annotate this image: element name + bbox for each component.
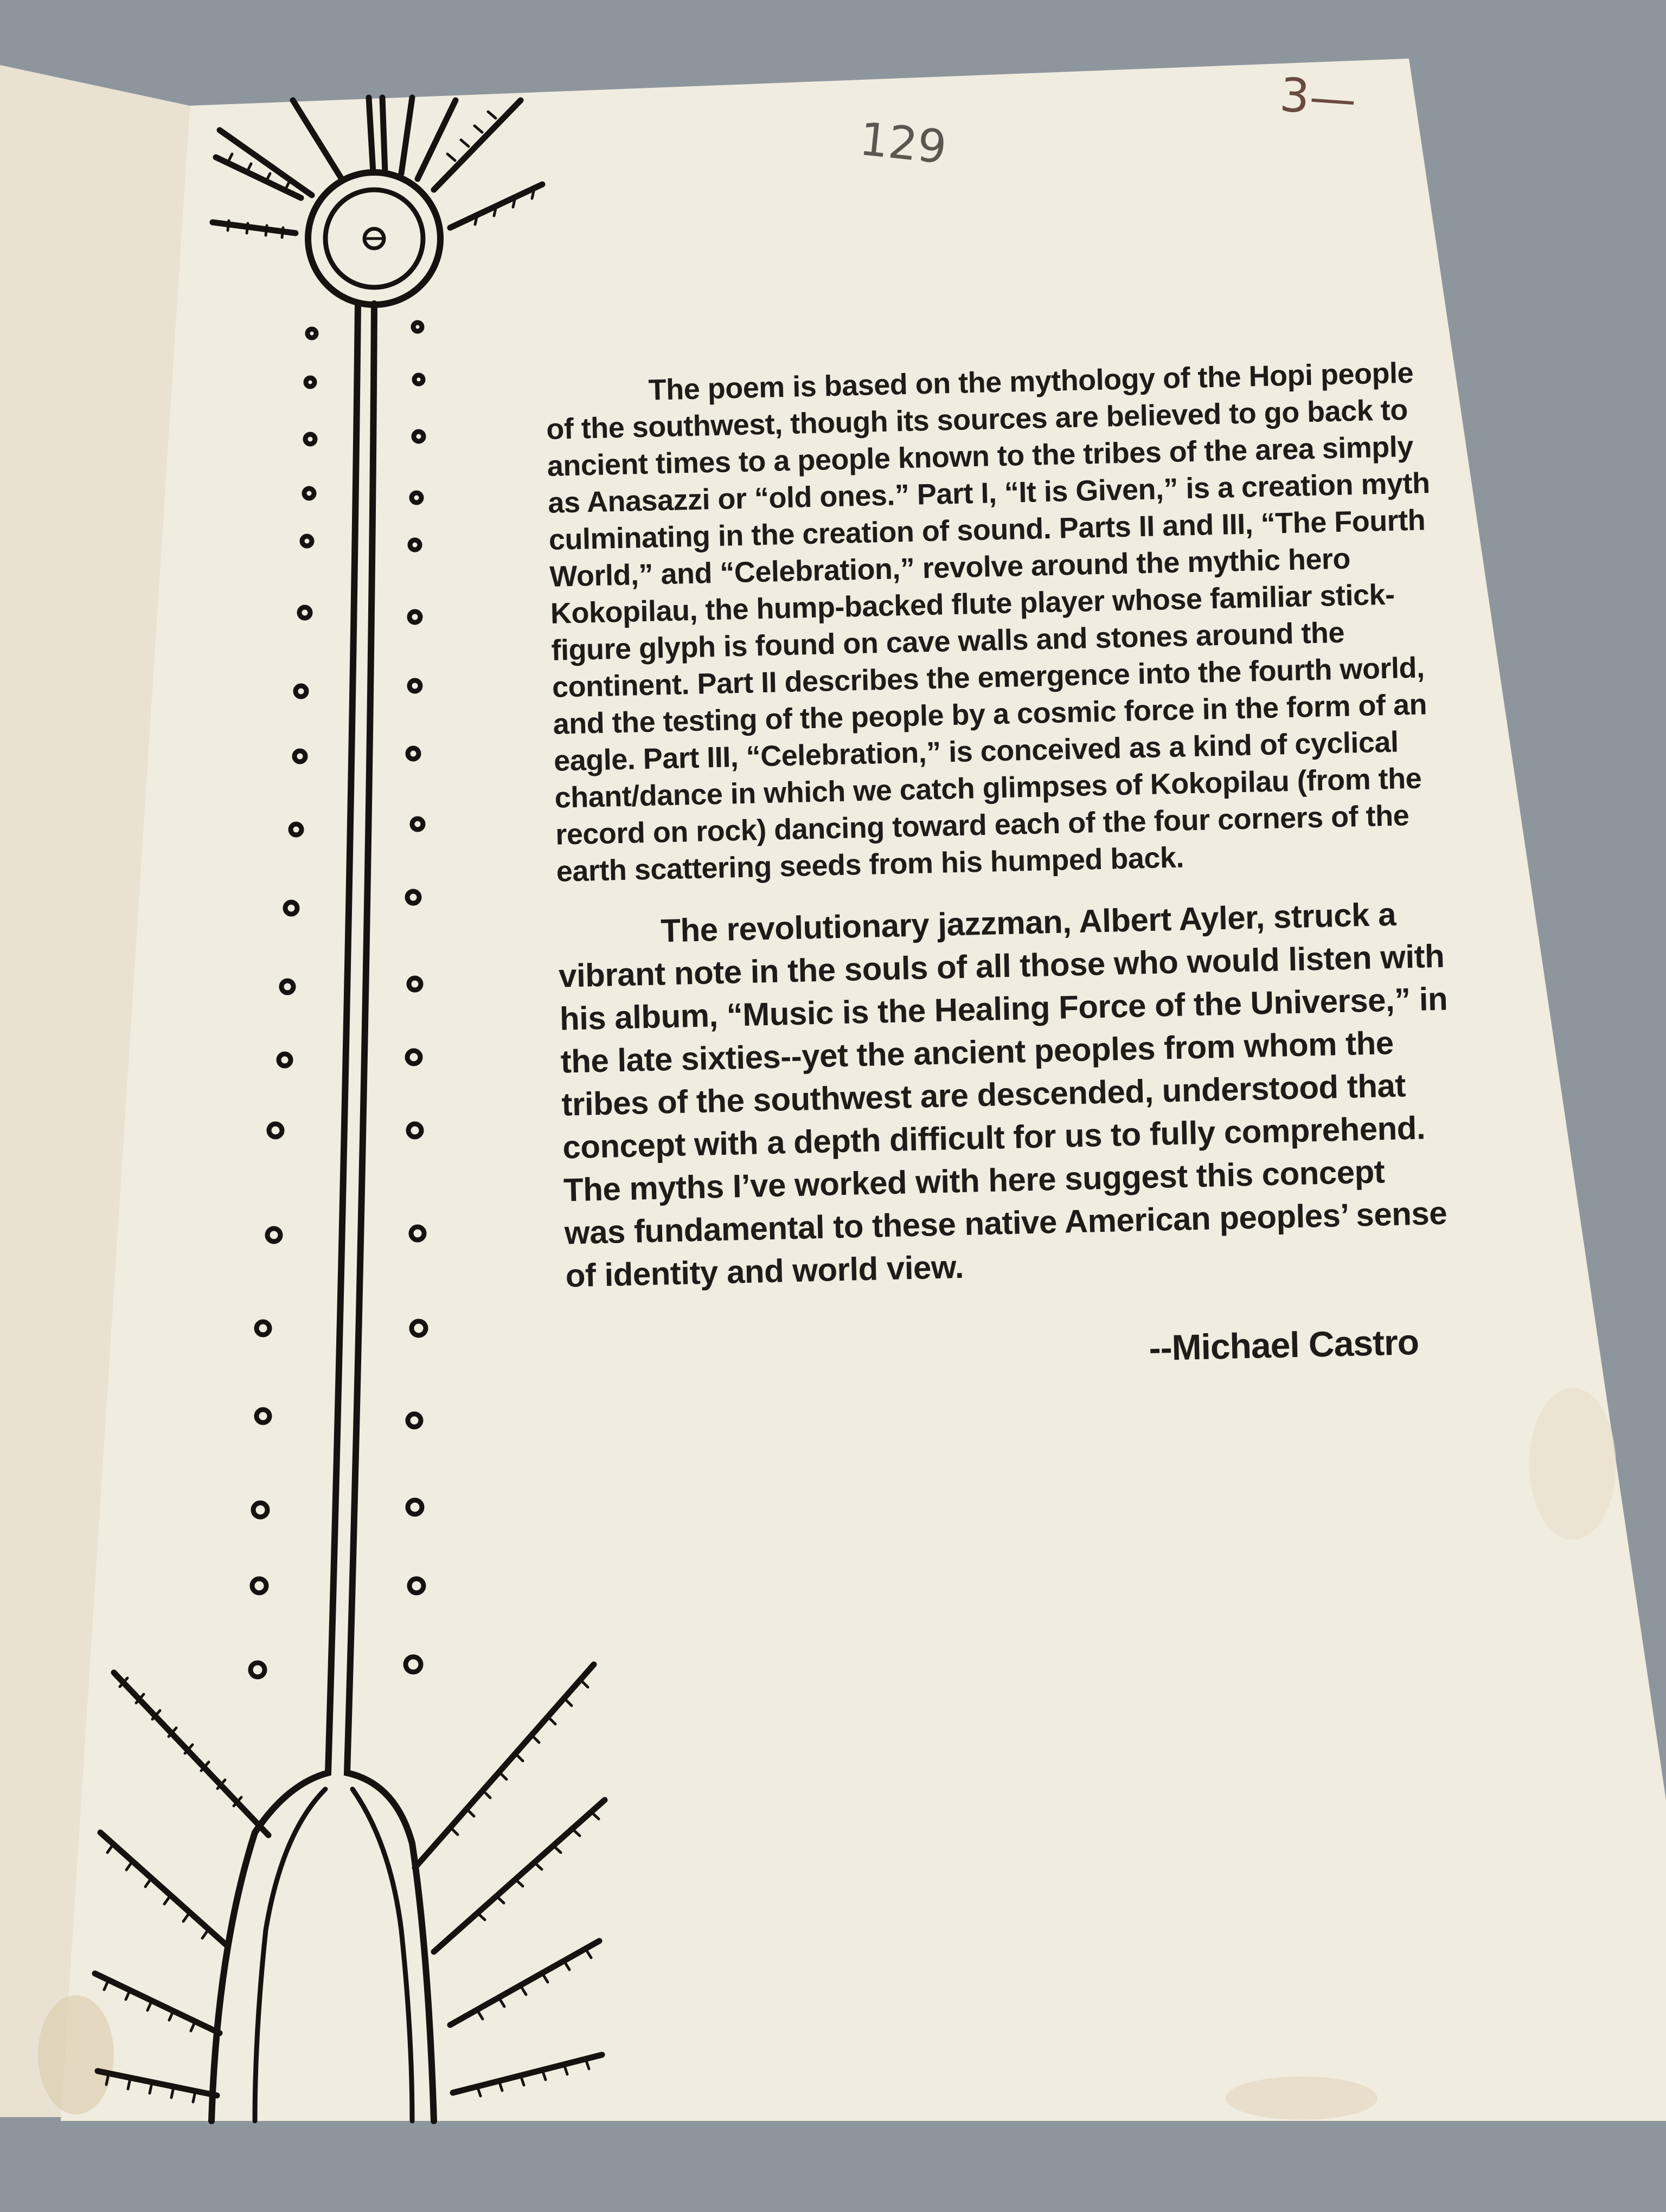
essay-paragraph-2: The revolutionary jazzman, Albert Ayler, struck a vibrant note in the souls of all those who would listen with his album, “Music is the Healing Force of the Universe,” in the late sixties--yet the ancient peoples from whom the tribes of the southwest are descended, understood that concept with a depth difficult for us to fully comprehend. The myths I’ve worked with here suggest this concept was fundamental to these native American peoples’ sense of identity and world view. xyxy=(558,896,1448,1294)
author-signature: --Michael Castro xyxy=(1148,1321,1419,1368)
handwritten-catalog-mark: 129 xyxy=(857,112,950,175)
handwritten-page-number: 3— xyxy=(1278,68,1359,127)
essay-body xyxy=(545,354,1457,1382)
essay-paragraph-1: The poem is based on the mythology of the Hopi people of the southwest, though its sources are believed to go back to ancient times to a people known to the tribes of the area simply as Anasazzi or “old ones.” Part I, “It is Given,” is a creation myth culminating in the creation of sound. Parts II and III, “The Fourth World,” and “Celebration,” revolve around the mythic hero Kokopilau, the hump-backed flute player whose familiar stick-figure glyph is found on cave walls and stones around the continent. Part II describes the emergence into the fourth world, and the testing of the people by a cosmic force in the form of an eagle. Part III, “Celebration,” is conceived as a kind of cyclical chant/dance in which we catch glimpses of Kokopilau (from the record on rock) dancing toward each of the four corners of the earth scattering seeds from his humped back. xyxy=(546,356,1431,888)
